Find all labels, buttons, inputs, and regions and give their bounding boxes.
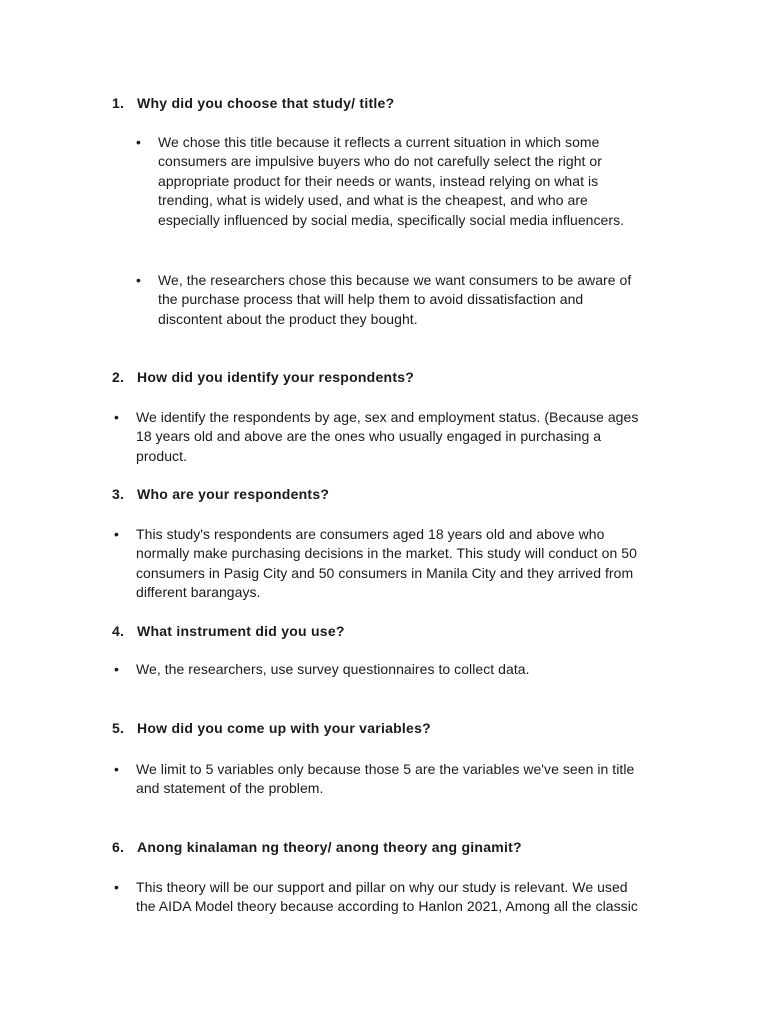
text-line: consumers in Pasig City and 50 consumers in Manila City and they arrived from bbox=[136, 564, 634, 581]
text-line: We limit to 5 variables only because those 5 are the variables we've seen in title bbox=[136, 761, 635, 777]
text-line: different barangays. bbox=[136, 584, 261, 601]
text-line: We, the researchers, use survey questionnaires to collect data. bbox=[136, 661, 530, 677]
question-3-heading bbox=[112, 485, 329, 504]
question-text: How did you come up with your variables? bbox=[137, 720, 431, 736]
question-number: 5. bbox=[112, 720, 125, 736]
question-2-heading bbox=[112, 368, 414, 387]
question-text: Who are your respondents? bbox=[137, 486, 330, 502]
answer-text bbox=[136, 878, 716, 917]
text-line: We, the researchers chose this because we want consumers to be aware of bbox=[158, 272, 632, 288]
question-number: 4. bbox=[112, 623, 125, 639]
bullet-point: • bbox=[136, 272, 141, 288]
question-number: 3. bbox=[112, 486, 125, 502]
answer-bullet bbox=[136, 133, 718, 230]
question-text: What instrument did you use? bbox=[137, 623, 345, 639]
bullet-point: • bbox=[114, 879, 119, 895]
question-text: Why did you choose that study/ title? bbox=[137, 95, 395, 111]
text-line: especially influenced by social media, specifically social media influencers. bbox=[158, 211, 625, 228]
question-text: Anong kinalaman ng theory/ anong theory ang ginamit? bbox=[137, 839, 522, 855]
question-number: 1. bbox=[112, 95, 125, 111]
text-line: and statement of the problem. bbox=[136, 780, 324, 797]
answer-bullet bbox=[114, 760, 716, 799]
text-line: appropriate product for their needs or wants, instead relying on what is bbox=[158, 172, 599, 189]
question-number: 6. bbox=[112, 839, 125, 855]
text-line: We identify the respondents by age, sex and employment status. (Because ages bbox=[136, 409, 639, 425]
question-text: How did you identify your respondents? bbox=[137, 369, 415, 385]
answer-text bbox=[158, 271, 718, 329]
text-line: the purchase process that will help them to avoid dissatisfaction and bbox=[158, 291, 584, 308]
bullet-point: • bbox=[114, 761, 119, 777]
text-line: normally make purchasing decisions in the market. This study will conduct on 50 bbox=[136, 545, 637, 562]
text-line: 18 years old and above are the ones who usually engaged in purchasing a bbox=[136, 428, 602, 445]
answer-text bbox=[158, 133, 718, 230]
question-1-heading bbox=[112, 94, 394, 113]
bullet-point: • bbox=[114, 661, 119, 677]
text-line: discontent about the product they bought. bbox=[158, 310, 418, 327]
answer-bullet bbox=[114, 408, 716, 466]
answer-text bbox=[136, 408, 716, 466]
text-line: consumers are impulsive buyers who do not carefully select the right or bbox=[158, 153, 602, 170]
question-6-heading bbox=[112, 838, 522, 857]
text-line: This study's respondents are consumers aged 18 years old and above who bbox=[136, 526, 605, 542]
bullet-point: • bbox=[114, 526, 119, 542]
question-5-heading bbox=[112, 719, 431, 738]
answer-bullet bbox=[114, 878, 716, 917]
bullet-point: • bbox=[114, 409, 119, 425]
text-line: the AIDA Model theory because according to Hanlon 2021, Among all the classic bbox=[136, 898, 638, 915]
question-number: 2. bbox=[112, 369, 125, 385]
answer-text bbox=[136, 525, 716, 603]
answer-bullet bbox=[114, 660, 716, 679]
answer-bullet bbox=[114, 525, 716, 603]
question-4-heading bbox=[112, 622, 345, 641]
text-line: This theory will be our support and pillar on why our study is relevant. We used bbox=[136, 879, 628, 895]
text-line: We chose this title because it reflects a current situation in which some bbox=[158, 134, 600, 150]
answer-bullet bbox=[136, 271, 718, 329]
text-line: product. bbox=[136, 447, 187, 464]
bullet-point: • bbox=[136, 134, 141, 150]
text-line: trending, what is widely used, and what is the cheapest, and who are bbox=[158, 192, 588, 209]
answer-text bbox=[136, 660, 716, 679]
answer-text bbox=[136, 760, 716, 799]
